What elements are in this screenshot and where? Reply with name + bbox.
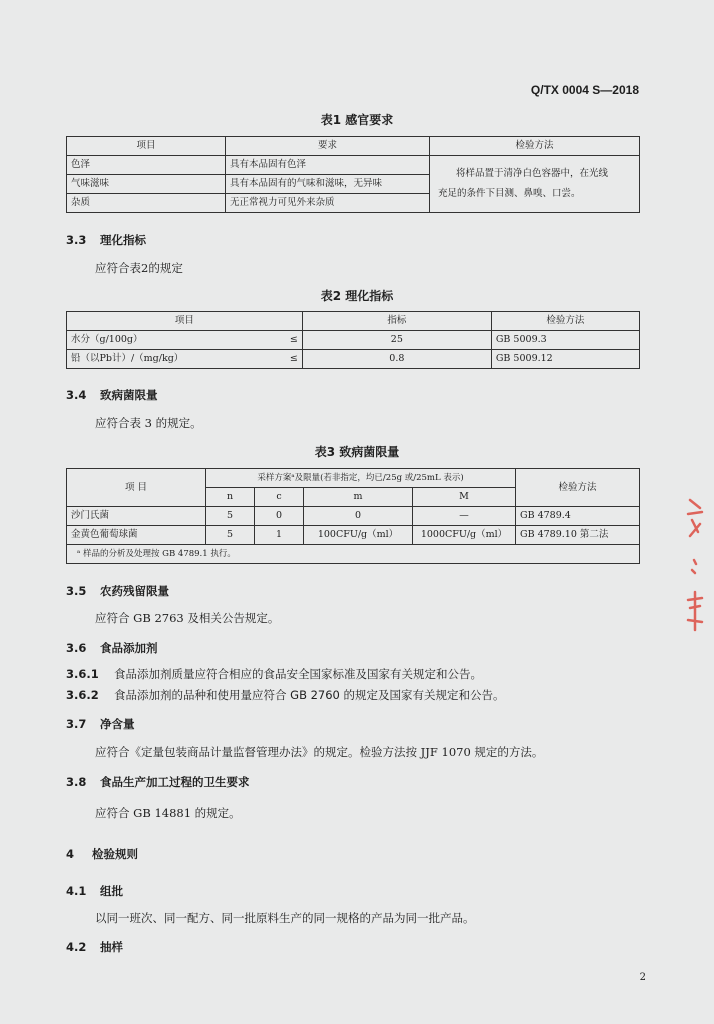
table-cell: GB 4789.4 <box>516 507 640 526</box>
paragraph: 应符合《定量包装商品计量监督管理办法》的规定。检验方法按 JJF 1070 规定的方法。 <box>95 745 544 759</box>
subsection: 3.6.1 食品添加剂质量应符合相应的食品安全国家标准及国家有关规定和公告。 <box>66 667 482 681</box>
section-heading: 3.8 食品生产加工过程的卫生要求 <box>66 775 250 789</box>
section-heading: 3.7 净含量 <box>66 717 135 731</box>
table1-caption: 表1 感官要求 <box>320 113 394 127</box>
table-cell: ≤ <box>245 331 302 350</box>
table-header: 要求 <box>226 137 430 156</box>
table-cell: 0 <box>304 507 413 526</box>
table-header: 指标 <box>302 312 491 331</box>
section-heading: 4.2 抽样 <box>66 940 123 954</box>
pathogen-table <box>66 468 640 564</box>
table-cell: 0 <box>255 507 304 526</box>
table-note: ᵃ 样品的分析及处理按 GB 4789.1 执行。 <box>67 545 640 564</box>
table3-caption: 表3 致病菌限量 <box>314 445 400 459</box>
section-heading: 3.5 农药残留限量 <box>66 584 169 598</box>
paragraph: 应符合表 3 的规定。 <box>95 416 202 430</box>
paragraph: 应符合表2的规定 <box>95 261 183 275</box>
table-cell: GB 5009.3 <box>491 331 639 350</box>
table-header: 项 目 <box>67 469 206 507</box>
section-heading: 4.1 组批 <box>66 884 123 898</box>
physchem-table <box>66 311 640 369</box>
table-cell: 0.8 <box>302 350 491 369</box>
table-cell: 金黄色葡萄球菌 <box>67 526 206 545</box>
section-heading: 3.4 致病菌限量 <box>66 388 158 402</box>
subsection: 3.6.2 食品添加剂的品种和使用量应符合 GB 2760 的规定及国家有关规定和公告。 <box>66 688 505 702</box>
table-cell: 100CFU/g（ml） <box>304 526 413 545</box>
table-header: m <box>304 488 413 507</box>
table-header: 项目 <box>67 137 226 156</box>
table-cell: 5 <box>206 526 255 545</box>
table-cell: 色泽 <box>67 156 226 175</box>
table-header: 检验方法 <box>491 312 639 331</box>
paragraph: 以同一班次、同一配方、同一批原料生产的同一规格的产品为同一批产品。 <box>95 911 475 925</box>
red-seal-stamp <box>684 480 706 660</box>
sensory-table <box>66 136 640 213</box>
table-cell: ≤ <box>245 350 302 369</box>
table-cell: GB 5009.12 <box>491 350 639 369</box>
table-cell: 杂质 <box>67 194 226 213</box>
table-cell: 1 <box>255 526 304 545</box>
table-header: n <box>206 488 255 507</box>
table-header: 项目 <box>67 312 303 331</box>
table-header: M <box>413 488 516 507</box>
table-cell: — <box>413 507 516 526</box>
table-header: 采样方案ᵃ及限量(若非指定，均已/25g 或/25mL 表示) <box>206 469 516 488</box>
table-cell: 铅（以Pb计）/（mg/kg） <box>67 350 246 369</box>
method-line: 充足的条件下目测、鼻嗅、口尝。 <box>438 188 581 199</box>
table-cell: 水分（g/100g） <box>67 331 246 350</box>
table-cell: 沙门氏菌 <box>67 507 206 526</box>
section-heading: 3.3 理化指标 <box>66 233 146 247</box>
paragraph: 应符合 GB 2763 及相关公告规定。 <box>95 611 280 625</box>
table-cell: 具有本品固有的气味和滋味，无异味 <box>226 175 430 194</box>
table-cell: 1000CFU/g（ml） <box>413 526 516 545</box>
table-cell: GB 4789.10 第二法 <box>516 526 640 545</box>
table2-caption: 表2 理化指标 <box>320 289 394 303</box>
table-cell: 具有本品固有色泽 <box>226 156 430 175</box>
page-number: 2 <box>639 972 646 983</box>
table-cell: 气味滋味 <box>67 175 226 194</box>
table-header: c <box>255 488 304 507</box>
standard-number: Q/TX 0004 S—2018 <box>530 83 639 97</box>
method-line: 将样品置于清净白色容器中，在光线 <box>456 168 609 179</box>
table-cell: 无正常视力可见外来杂质 <box>226 194 430 213</box>
table-cell: 25 <box>302 331 491 350</box>
table-cell: 5 <box>206 507 255 526</box>
chapter-heading: 4 检验规则 <box>66 847 138 861</box>
method-cell <box>430 156 640 213</box>
paragraph: 应符合 GB 14881 的规定。 <box>95 806 241 820</box>
section-heading: 3.6 食品添加剂 <box>66 641 158 655</box>
table-header: 检验方法 <box>430 137 640 156</box>
table-header: 检验方法 <box>516 469 640 507</box>
